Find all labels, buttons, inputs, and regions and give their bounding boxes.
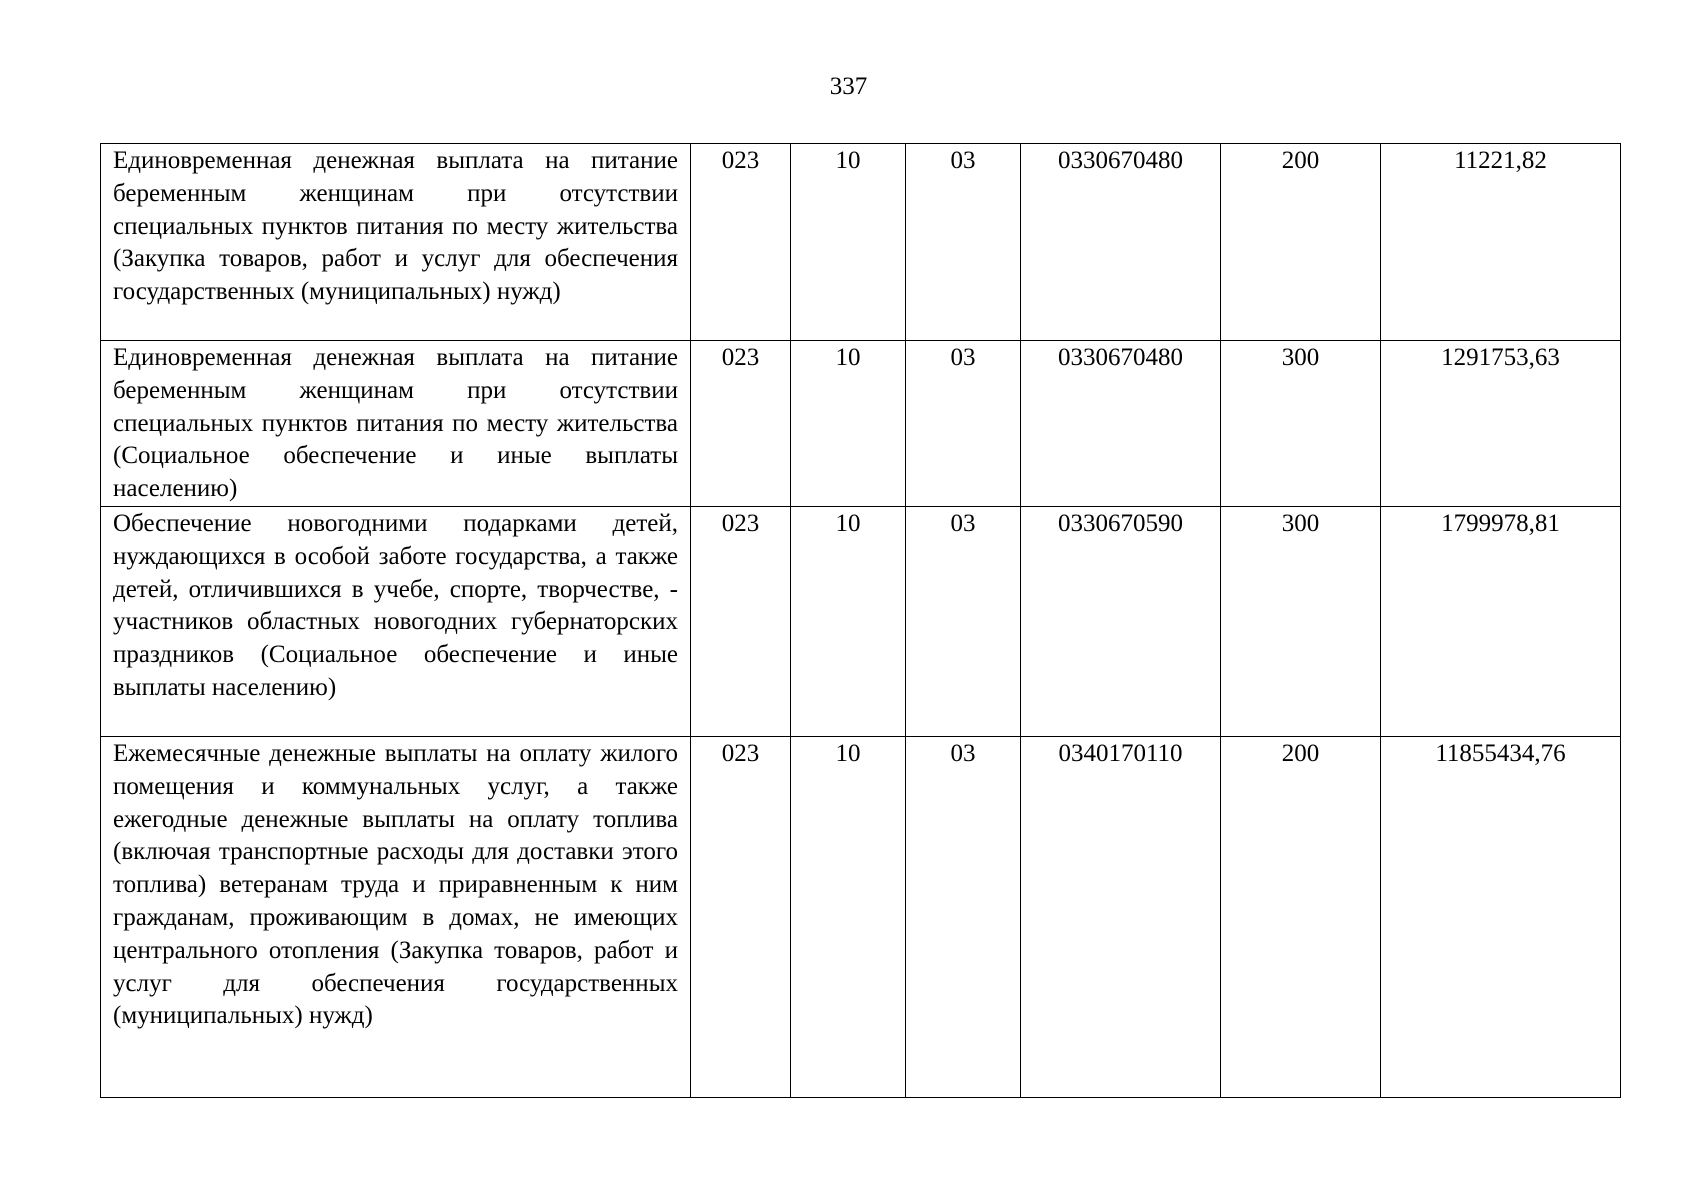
- row-description: Единовременная денежная выплата на питание беременным женщинам при отсутствии специальных пунктов питания по месту жительства (Закупка товаров, работ и услуг для обеспечения государственных (муниципальных) нужд): [101, 144, 691, 341]
- section-code: 10: [791, 144, 906, 341]
- page-number: 337: [829, 73, 868, 100]
- expense-type-code: 300: [1221, 506, 1381, 736]
- table-row: [101, 736, 1621, 1097]
- row-description: Единовременная денежная выплата на питание беременным женщинам при отсутствии специальных пунктов питания по месту жительства (Социальное обеспечение и иные выплаты населению): [101, 341, 691, 507]
- ministry-code: 023: [691, 341, 791, 507]
- table-row: [101, 506, 1621, 736]
- amount: 1799978,81: [1381, 506, 1621, 736]
- target-article-code: 0330670480: [1021, 144, 1221, 341]
- table-row: [101, 144, 1621, 341]
- expense-type-code: 200: [1221, 144, 1381, 341]
- subsection-code: 03: [906, 506, 1021, 736]
- section-code: 10: [791, 506, 906, 736]
- target-article-code: 0340170110: [1021, 736, 1221, 1097]
- subsection-code: 03: [906, 736, 1021, 1097]
- subsection-code: 03: [906, 341, 1021, 507]
- expense-type-code: 200: [1221, 736, 1381, 1097]
- ministry-code: 023: [691, 736, 791, 1097]
- amount: 11221,82: [1381, 144, 1621, 341]
- row-description: Обеспечение новогодними подарками детей, нуждающихся в особой заботе государства, а также детей, отличившихся в учебе, спорте, творчестве, - участников областных новогодних губернаторских праздников (Социальное обеспечение и иные выплаты населению): [101, 506, 691, 736]
- amount: 11855434,76: [1381, 736, 1621, 1097]
- target-article-code: 0330670590: [1021, 506, 1221, 736]
- budget-table: [100, 143, 1621, 1098]
- expense-type-code: 300: [1221, 341, 1381, 507]
- section-code: 10: [791, 736, 906, 1097]
- table-row: [101, 341, 1621, 507]
- amount: 1291753,63: [1381, 341, 1621, 507]
- row-description: Ежемесячные денежные выплаты на оплату жилого помещения и коммунальных услуг, а также ежегодные денежные выплаты на оплату топлива (включая транспортные расходы для доставки этого топлива) ветеранам труда и приравненным к ним гражданам, проживающим в домах, не имеющих центрального отопления (Закупка товаров, работ и услуг для обеспечения государственных (муниципальных) нужд): [101, 736, 691, 1097]
- ministry-code: 023: [691, 506, 791, 736]
- ministry-code: 023: [691, 144, 791, 341]
- section-code: 10: [791, 341, 906, 507]
- target-article-code: 0330670480: [1021, 341, 1221, 507]
- subsection-code: 03: [906, 144, 1021, 341]
